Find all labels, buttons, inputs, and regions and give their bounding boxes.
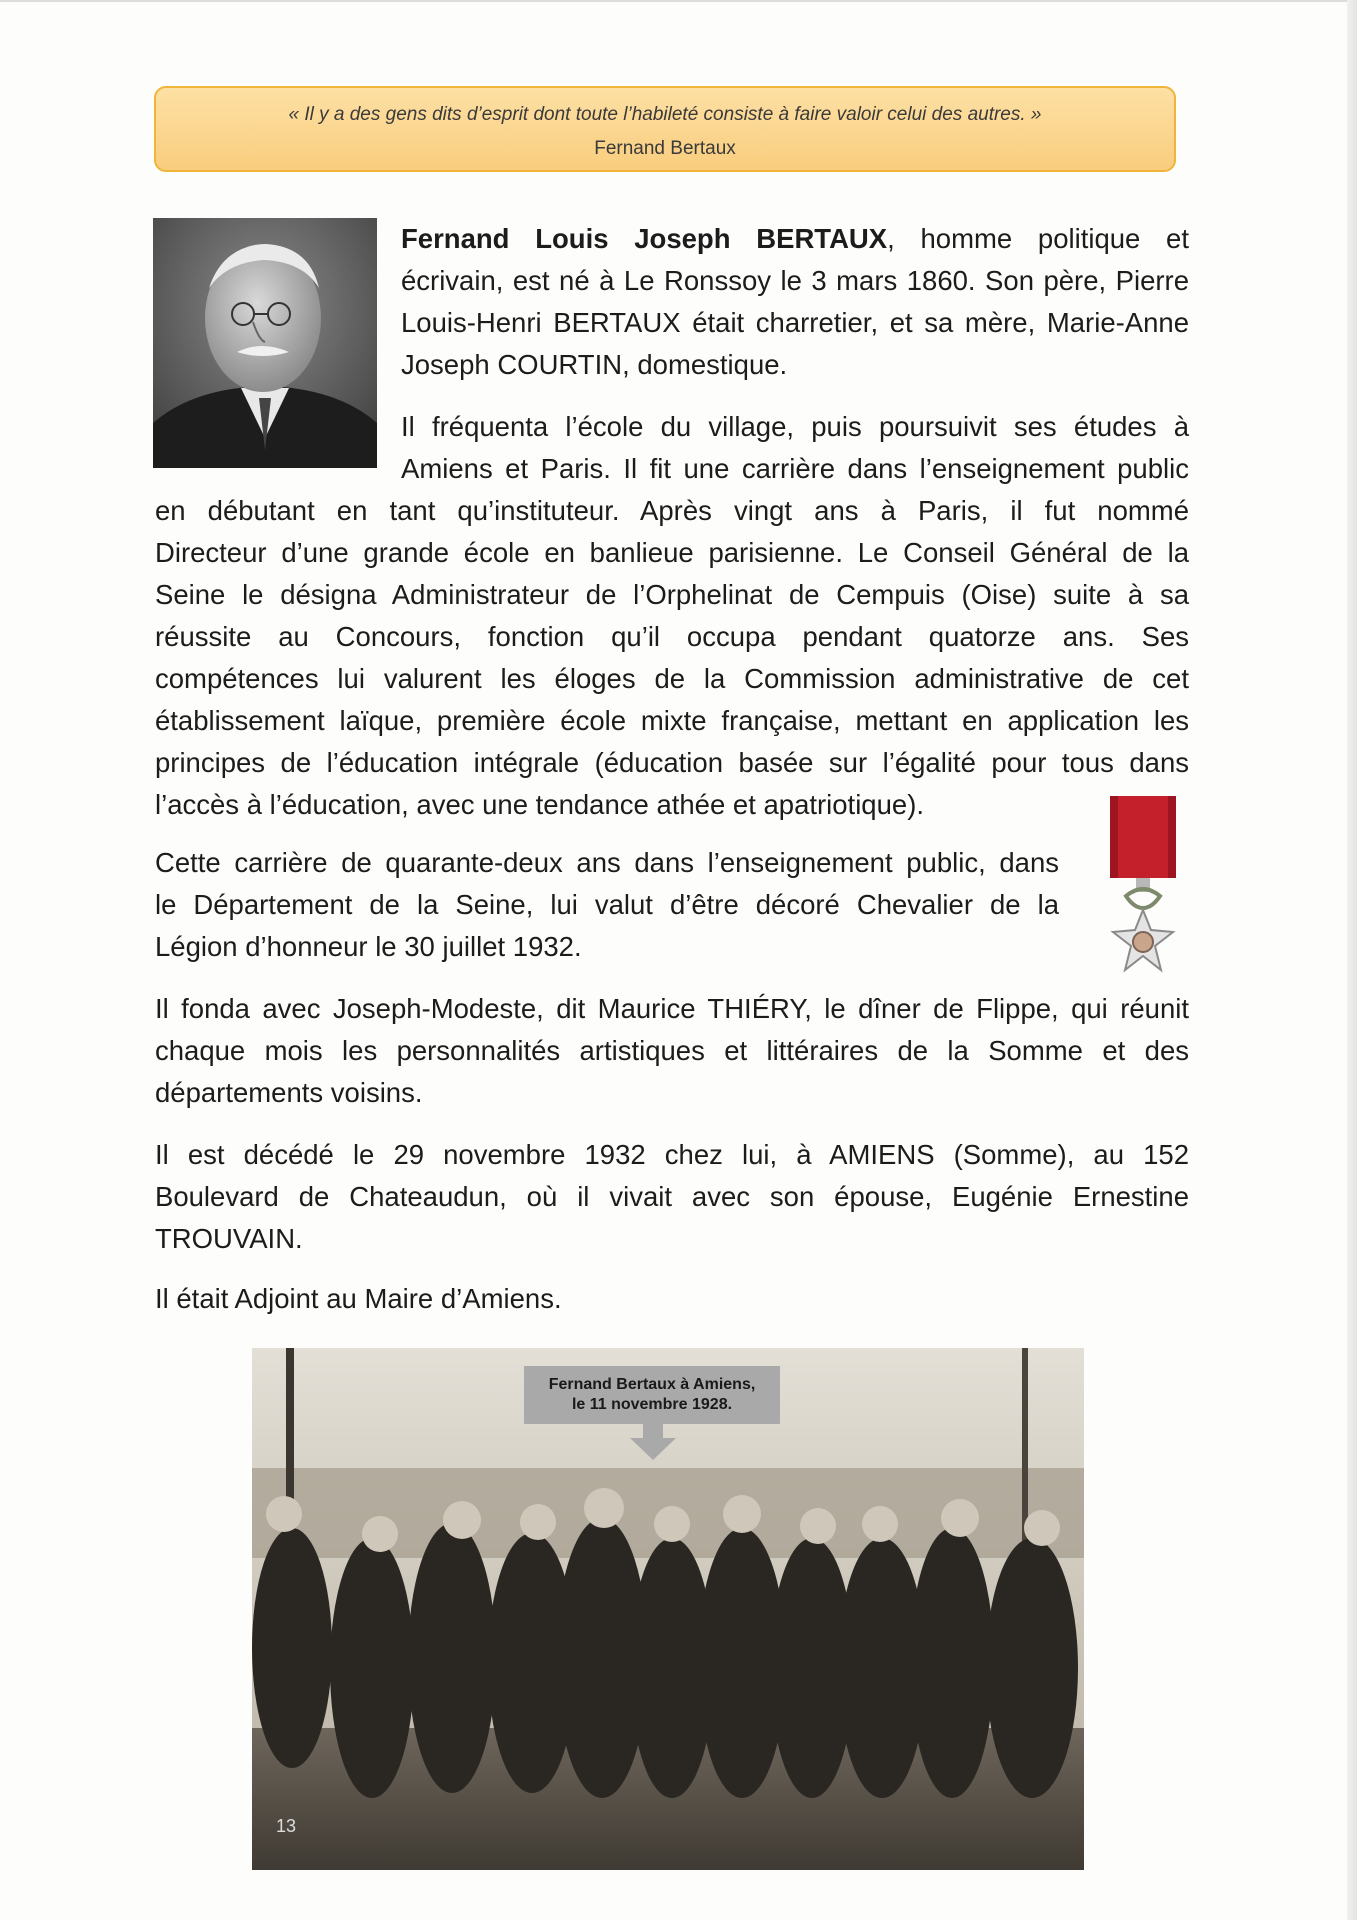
paragraph-2-line: l’accès à l’éducation, avec une tendance athée et apatriotique). [155, 789, 924, 820]
quote-text: « Il y a des gens dits d’esprit dont toute l’habileté consiste à faire valoir celui des autres. » [288, 104, 1042, 125]
paragraph-6-text: Il était Adjoint au Maire d’Amiens. [155, 1283, 562, 1314]
intro-line-2: écrivain, est né à Le Ronssoy le 3 mars 1860. Son père, Pierre [401, 265, 1189, 296]
caption-arrow-down-icon [630, 1424, 676, 1460]
paragraph-5-line: Il est décédé le 29 novembre 1932 chez lui, à AMIENS (Somme), au 152 [155, 1139, 1189, 1170]
intro-line-1 [401, 218, 1189, 260]
photo-caption-line-2: le 11 novembre 1928. [571, 1396, 733, 1413]
paragraph-3-line: Légion d’honneur le 30 juillet 1932. [155, 931, 582, 962]
paragraph-2-line: Amiens et Paris. Il fit une carrière dans l’enseignement public [401, 453, 1189, 484]
paragraph-2-line: réussite au Concours, fonction qu’il occupa pendant quatorze ans. Ses [155, 621, 1189, 652]
quote-author: Fernand Bertaux [594, 138, 736, 159]
photo-number: 13 [276, 1816, 297, 1836]
intro-line-3: Louis-Henri BERTAUX était charretier, et sa mère, Marie-Anne [401, 307, 1189, 338]
legion-of-honour-medal-icon [1106, 796, 1180, 982]
paragraph-2-line: en débutant en tant qu’instituteur. Après vingt ans à Paris, il fut nommé [155, 495, 1189, 526]
portrait-photo [153, 218, 377, 468]
paragraph-2-line: principes de l’éducation intégrale (éducation basée sur l’égalité pour tous dans [155, 747, 1189, 778]
paragraph-4-line: chaque mois les personnalités artistiques et littéraires de la Somme et des [155, 1035, 1189, 1066]
paragraph-2-line: Directeur d’une grande école en banlieue parisienne. Le Conseil Général de la [155, 537, 1189, 568]
paragraph-5-line: TROUVAIN. [155, 1223, 303, 1254]
page-top-rule [0, 0, 1357, 2]
paragraph-4-line: Il fonda avec Joseph-Modeste, dit Maurice THIÉRY, le dîner de Flippe, qui réunit [155, 993, 1189, 1024]
paragraph-3-line: Cette carrière de quarante-deux ans dans l’enseignement public, dans [155, 847, 1059, 878]
paragraph-2-line: Il fréquenta l’école du village, puis poursuivit ses études à [401, 411, 1189, 442]
photo-caption-line-1: Fernand Bertaux à Amiens, [548, 1376, 756, 1393]
paragraph-2-line: compétences lui valurent les éloges de la Commission administrative de cet [155, 663, 1189, 694]
paragraph-2-line: établissement laïque, première école mixte française, mettant en application les [155, 705, 1189, 736]
paragraph-4-line: départements voisins. [155, 1077, 423, 1108]
paragraph-3-line: le Département de la Seine, lui valut d’être décoré Chevalier de la [155, 889, 1059, 920]
page-edge-shadow [1347, 0, 1357, 1920]
quote-box [154, 86, 1176, 172]
photo-caption [524, 1366, 780, 1424]
intro-line-4: Joseph COURTIN, domestique. [401, 349, 788, 380]
paragraph-2-line: Seine le désigna Administrateur de l’Orphelinat de Cempuis (Oise) suite à sa [155, 579, 1189, 610]
person-name: Fernand Louis Joseph BERTAUX [401, 223, 888, 254]
paragraph-5-line: Boulevard de Chateaudun, où il vivait avec son épouse, Eugénie Ernestine [155, 1181, 1189, 1212]
intro-line-1-rest: , homme politique et [887, 223, 1189, 254]
